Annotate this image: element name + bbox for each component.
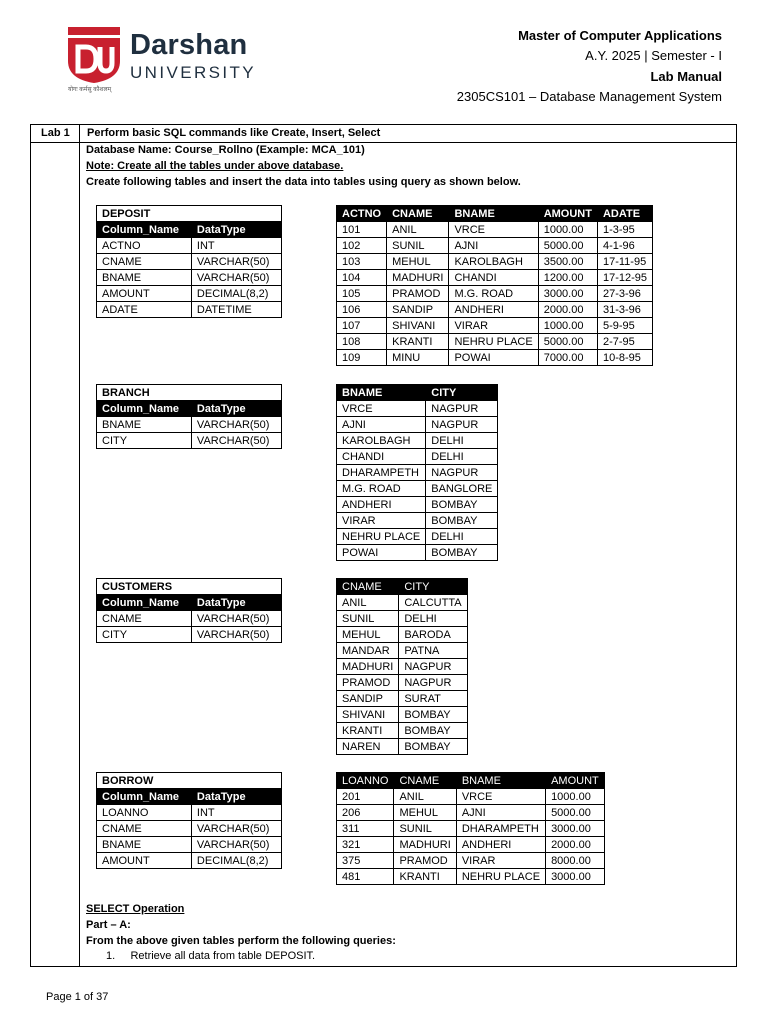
table-row [97, 627, 282, 643]
table-row [337, 821, 605, 837]
data-table-customers [336, 578, 468, 755]
lab-label: Lab 1 [41, 127, 70, 139]
table-row [97, 238, 282, 254]
table-cell: SANDIP [337, 691, 399, 707]
table-row [337, 789, 605, 805]
table-cell: INT [191, 805, 281, 821]
table-cell: CHANDI [337, 449, 426, 465]
table-cell: NAGPUR [426, 465, 498, 481]
table-cell: CNAME [97, 821, 192, 837]
table-cell: SANDIP [387, 302, 449, 318]
table-cell: LOANNO [97, 805, 192, 821]
manual-title: Lab Manual [650, 69, 722, 84]
table-cell: DECIMAL(8,2) [191, 853, 281, 869]
table-header-row [337, 385, 498, 401]
table-cell: 108 [337, 334, 387, 350]
table-row [337, 611, 468, 627]
table-cell: VRCE [449, 222, 538, 238]
table-cell: CITY [97, 433, 192, 449]
column-header: DataType [191, 222, 281, 238]
table-cell: AMOUNT [97, 286, 192, 302]
table-cell: VARCHAR(50) [191, 433, 281, 449]
table-row [337, 270, 653, 286]
table-cell: 109 [337, 350, 387, 366]
table-cell: 7000.00 [538, 350, 597, 366]
table-cell: 3500.00 [538, 254, 597, 270]
table-cell: MADHURI [337, 659, 399, 675]
schema-title: DEPOSIT [97, 206, 282, 222]
table-cell: CITY [97, 627, 192, 643]
table-row [337, 481, 498, 497]
lab-title: Perform basic SQL commands like Create, Insert, Select [87, 127, 381, 139]
schema-header-row [97, 401, 282, 417]
page-number: Page 1 of 37 [46, 991, 109, 1003]
table-cell: 4-1-96 [597, 238, 652, 254]
table-cell: 31-3-96 [597, 302, 652, 318]
table-cell: BOMBAY [426, 513, 498, 529]
data-table-deposit [336, 205, 653, 366]
table-cell: M.G. ROAD [449, 286, 538, 302]
table-cell: 104 [337, 270, 387, 286]
schema-header-row [97, 789, 282, 805]
table-row [337, 513, 498, 529]
schema-table-customers [96, 578, 282, 643]
table-cell: VARCHAR(50) [191, 270, 281, 286]
table-cell: ADATE [97, 302, 192, 318]
table-cell: 106 [337, 302, 387, 318]
table-cell: MEHUL [337, 627, 399, 643]
table-cell: KRANTI [394, 869, 456, 885]
table-row [97, 805, 282, 821]
table-cell: 3000.00 [546, 869, 605, 885]
table-cell: VARCHAR(50) [191, 627, 281, 643]
schema-title-row [97, 385, 282, 401]
column-header: ADATE [597, 206, 652, 222]
column-header: LOANNO [337, 773, 394, 789]
schema-table-borrow [96, 772, 282, 869]
table-cell: DELHI [426, 433, 498, 449]
table-cell: BOMBAY [426, 497, 498, 513]
table-cell: 2-7-95 [597, 334, 652, 350]
table-header-row [337, 206, 653, 222]
table-cell: 2000.00 [546, 837, 605, 853]
table-cell: 481 [337, 869, 394, 885]
table-row [337, 433, 498, 449]
table-cell: MADHURI [387, 270, 449, 286]
table-cell: NAGPUR [426, 401, 498, 417]
table-row [337, 659, 468, 675]
table-cell: ANDHERI [449, 302, 538, 318]
data-table-branch [336, 384, 498, 561]
column-header: CNAME [387, 206, 449, 222]
column-header: CITY [426, 385, 498, 401]
column-header: CNAME [394, 773, 456, 789]
table-row [337, 529, 498, 545]
table-row [97, 837, 282, 853]
part-label: Part – A: [86, 919, 131, 931]
table-cell: NEHRU PLACE [337, 529, 426, 545]
darshan-logo-icon [68, 27, 120, 83]
table-row [337, 837, 605, 853]
column-header: BNAME [337, 385, 426, 401]
table-cell: SUNIL [387, 238, 449, 254]
instruction: Create following tables and insert the data into tables using query as shown below. [86, 176, 521, 188]
table-cell: 311 [337, 821, 394, 837]
column-header: Column_Name [97, 595, 192, 611]
table-row [97, 254, 282, 270]
schema-title-row [97, 206, 282, 222]
table-row [337, 723, 468, 739]
table-row [97, 270, 282, 286]
table-cell: CALCUTTA [399, 595, 467, 611]
schema-header-row [97, 595, 282, 611]
table-row [337, 643, 468, 659]
table-cell: 5-9-95 [597, 318, 652, 334]
table-cell: SURAT [399, 691, 467, 707]
table-cell: DELHI [426, 529, 498, 545]
note: Note: Create all the tables under above database. [86, 160, 344, 172]
database-name: Database Name: Course_Rollno (Example: MCA_101) [86, 144, 365, 156]
table-row [337, 739, 468, 755]
schema-table-branch [96, 384, 282, 449]
table-cell: MINU [387, 350, 449, 366]
table-cell: SHIVANI [337, 707, 399, 723]
table-row [97, 821, 282, 837]
table-cell: CHANDI [449, 270, 538, 286]
table-cell: AJNI [337, 417, 426, 433]
table-cell: 103 [337, 254, 387, 270]
table-cell: ANDHERI [456, 837, 545, 853]
table-cell: DELHI [426, 449, 498, 465]
logo-tagline: योगः कर्मसु कौशलम् [68, 87, 112, 93]
table-row [337, 238, 653, 254]
table-cell: 1000.00 [538, 318, 597, 334]
table-header-row [337, 773, 605, 789]
column-header: BNAME [456, 773, 545, 789]
table-cell: VIRAR [337, 513, 426, 529]
table-cell: 17-12-95 [597, 270, 652, 286]
table-cell: 2000.00 [538, 302, 597, 318]
table-cell: NEHRU PLACE [456, 869, 545, 885]
table-row [97, 853, 282, 869]
table-cell: 3000.00 [546, 821, 605, 837]
university-logo [68, 27, 268, 99]
table-row [97, 302, 282, 318]
table-cell: 3000.00 [538, 286, 597, 302]
column-header: DataType [191, 789, 281, 805]
table-cell: ACTNO [97, 238, 192, 254]
table-cell: 102 [337, 238, 387, 254]
table-cell: KAROLBAGH [337, 433, 426, 449]
table-row [337, 465, 498, 481]
schema-title: BRANCH [97, 385, 282, 401]
table-cell: 105 [337, 286, 387, 302]
logo-name: Darshan [130, 29, 248, 61]
table-cell: PATNA [399, 643, 467, 659]
table-cell: BNAME [97, 837, 192, 853]
table-cell: VRCE [337, 401, 426, 417]
table-cell: NEHRU PLACE [449, 334, 538, 350]
table-cell: PRAMOD [387, 286, 449, 302]
table-row [337, 691, 468, 707]
table-cell: DELHI [399, 611, 467, 627]
table-row [337, 401, 498, 417]
column-header: Column_Name [97, 789, 192, 805]
table-row [337, 350, 653, 366]
table-cell: 107 [337, 318, 387, 334]
table-cell: BOMBAY [426, 545, 498, 561]
data-table-borrow [336, 772, 605, 885]
column-header: AMOUNT [538, 206, 597, 222]
academic-year: A.Y. 2025 | Semester - I [585, 48, 722, 63]
table-cell: BANGLORE [426, 481, 498, 497]
table-row [337, 545, 498, 561]
table-cell: MEHUL [394, 805, 456, 821]
table-cell: DHARAMPETH [456, 821, 545, 837]
table-cell: 206 [337, 805, 394, 821]
select-heading: SELECT Operation [86, 903, 185, 915]
table-row [337, 449, 498, 465]
table-cell: 5000.00 [546, 805, 605, 821]
table-row [337, 318, 653, 334]
table-cell: BOMBAY [399, 723, 467, 739]
table-cell: PRAMOD [394, 853, 456, 869]
table-cell: AJNI [456, 805, 545, 821]
table-row [97, 611, 282, 627]
table-cell: 10-8-95 [597, 350, 652, 366]
column-header: Column_Name [97, 401, 192, 417]
column-header: DataType [191, 595, 281, 611]
schema-title: CUSTOMERS [97, 579, 282, 595]
table-cell: DECIMAL(8,2) [191, 286, 281, 302]
column-header: CITY [399, 579, 467, 595]
table-cell: AJNI [449, 238, 538, 254]
table-cell: MADHURI [394, 837, 456, 853]
table-row [337, 675, 468, 691]
table-cell: BARODA [399, 627, 467, 643]
table-cell: 27-3-96 [597, 286, 652, 302]
column-header: AMOUNT [546, 773, 605, 789]
table-cell: KRANTI [387, 334, 449, 350]
table-cell: 1-3-95 [597, 222, 652, 238]
table-cell: CNAME [97, 254, 192, 270]
table-cell: ANIL [337, 595, 399, 611]
query-item-1: 1. Retrieve all data from table DEPOSIT. [106, 950, 316, 962]
table-row [97, 286, 282, 302]
table-cell: BNAME [97, 270, 192, 286]
table-row [337, 286, 653, 302]
table-row [337, 334, 653, 350]
table-cell: DATETIME [191, 302, 281, 318]
course-title: 2305CS101 – Database Management System [456, 89, 722, 104]
table-row [337, 222, 653, 238]
table-cell: MANDAR [337, 643, 399, 659]
table-row [337, 627, 468, 643]
column-header: DataType [191, 401, 281, 417]
table-cell: PRAMOD [337, 675, 399, 691]
table-cell: BOMBAY [399, 739, 467, 755]
table-cell: BOMBAY [399, 707, 467, 723]
table-cell: VIRAR [456, 853, 545, 869]
table-header-row [337, 579, 468, 595]
table-row [97, 433, 282, 449]
table-row [337, 254, 653, 270]
table-cell: DHARAMPETH [337, 465, 426, 481]
table-cell: KAROLBAGH [449, 254, 538, 270]
table-cell: 375 [337, 853, 394, 869]
table-cell: 1000.00 [546, 789, 605, 805]
table-cell: 8000.00 [546, 853, 605, 869]
table-row [337, 869, 605, 885]
table-cell: VARCHAR(50) [191, 611, 281, 627]
column-header: CNAME [337, 579, 399, 595]
table-row [337, 497, 498, 513]
program-title: Master of Computer Applications [518, 28, 722, 43]
column-header: BNAME [449, 206, 538, 222]
schema-title: BORROW [97, 773, 282, 789]
table-cell: 5000.00 [538, 238, 597, 254]
table-cell: 101 [337, 222, 387, 238]
table-cell: 5000.00 [538, 334, 597, 350]
table-cell: CNAME [97, 611, 192, 627]
schema-header-row [97, 222, 282, 238]
table-row [337, 853, 605, 869]
table-cell: 201 [337, 789, 394, 805]
table-cell: SUNIL [394, 821, 456, 837]
table-cell: BNAME [97, 417, 192, 433]
table-cell: VIRAR [449, 318, 538, 334]
table-row [337, 805, 605, 821]
table-cell: 17-11-95 [597, 254, 652, 270]
table-cell: ANIL [387, 222, 449, 238]
schema-table-deposit [96, 205, 282, 318]
table-cell: POWAI [449, 350, 538, 366]
table-cell: 1000.00 [538, 222, 597, 238]
table-cell: ANDHERI [337, 497, 426, 513]
table-cell: 321 [337, 837, 394, 853]
table-cell: VARCHAR(50) [191, 837, 281, 853]
column-header: ACTNO [337, 206, 387, 222]
table-cell: VARCHAR(50) [191, 417, 281, 433]
table-cell: NAREN [337, 739, 399, 755]
table-cell: NAGPUR [399, 659, 467, 675]
table-cell: MEHUL [387, 254, 449, 270]
table-cell: 1200.00 [538, 270, 597, 286]
table-cell: KRANTI [337, 723, 399, 739]
schema-title-row [97, 773, 282, 789]
table-row [337, 707, 468, 723]
table-cell: VRCE [456, 789, 545, 805]
table-cell: SUNIL [337, 611, 399, 627]
logo-subtitle: UNIVERSITY [130, 63, 257, 82]
table-cell: NAGPUR [426, 417, 498, 433]
table-cell: POWAI [337, 545, 426, 561]
table-row [337, 417, 498, 433]
table-cell: AMOUNT [97, 853, 192, 869]
table-cell: M.G. ROAD [337, 481, 426, 497]
table-cell: INT [191, 238, 281, 254]
column-header: Column_Name [97, 222, 192, 238]
select-instruction: From the above given tables perform the following queries: [86, 935, 396, 947]
schema-title-row [97, 579, 282, 595]
table-cell: NAGPUR [399, 675, 467, 691]
table-cell: VARCHAR(50) [191, 821, 281, 837]
table-cell: ANIL [394, 789, 456, 805]
table-row [97, 417, 282, 433]
table-row [337, 302, 653, 318]
table-cell: SHIVANI [387, 318, 449, 334]
table-cell: VARCHAR(50) [191, 254, 281, 270]
table-row [337, 595, 468, 611]
